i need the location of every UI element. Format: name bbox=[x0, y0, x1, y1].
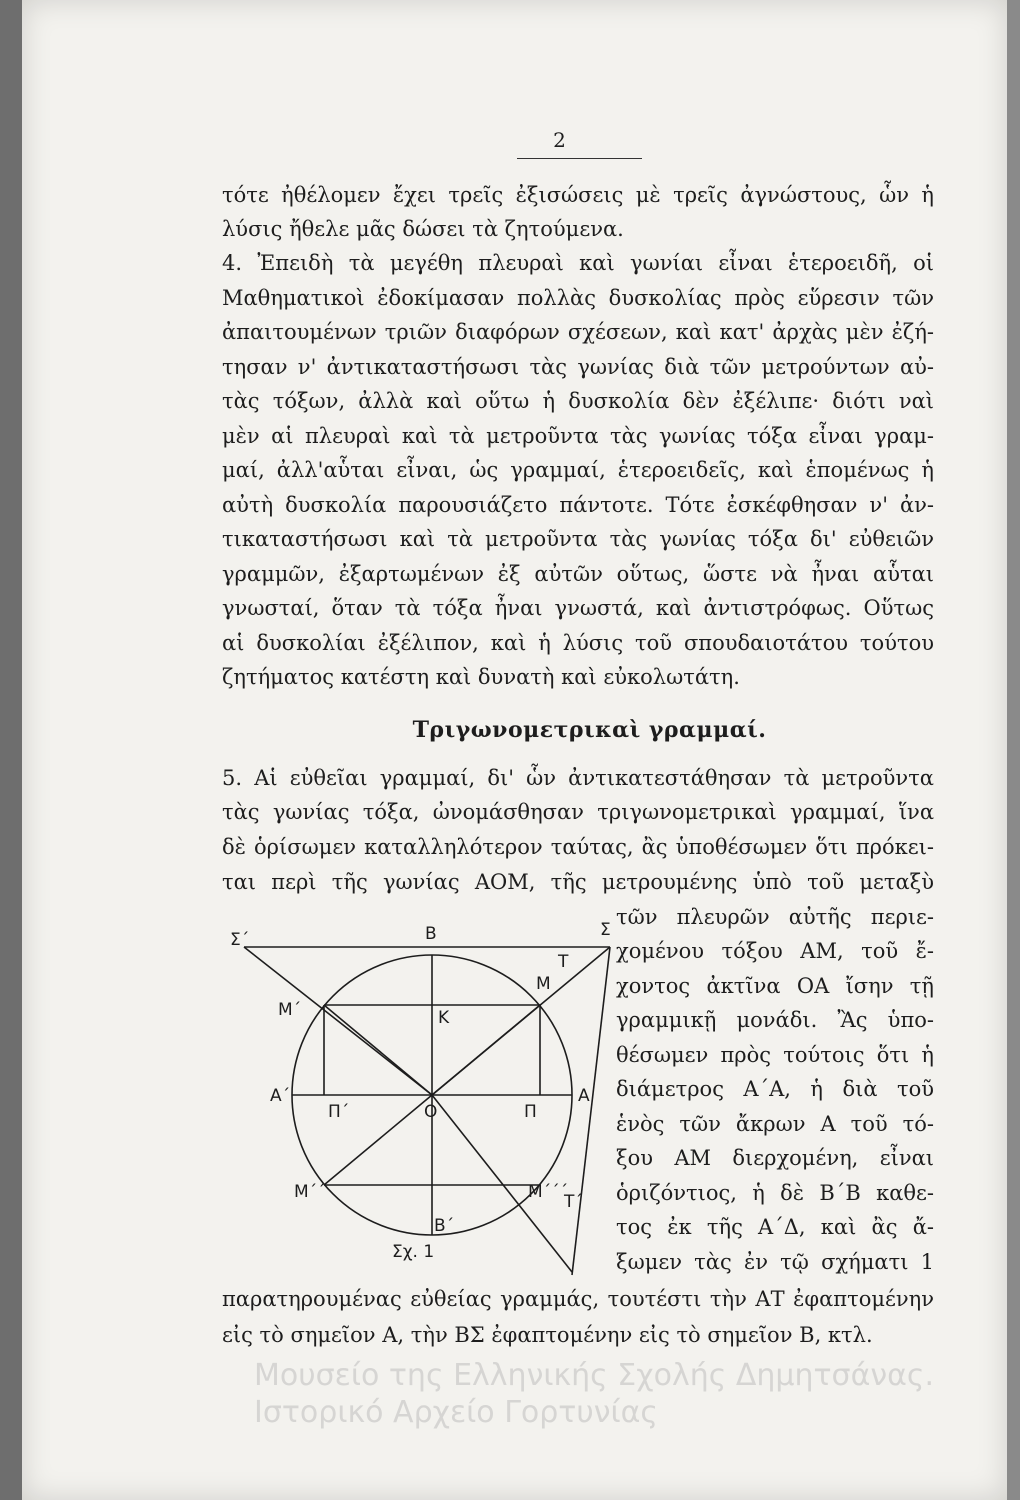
watermark-line-1: Μουσείο της Ελληνικής Σχολής Δημητσάνας. bbox=[254, 1358, 935, 1393]
side-text-line: χοντος ἀκτῖνα ΟΑ ἴσην τῇ bbox=[616, 974, 934, 998]
side-text-line: διάμετρος Α΄Α, ἡ διὰ τοῦ bbox=[616, 1077, 934, 1101]
label-o: Ο bbox=[424, 1102, 438, 1122]
label-m-double: Μ΄΄ bbox=[294, 1182, 326, 1202]
text-line: 5. Αἱ εὐθεῖαι γραμμαί, δι' ὧν ἀντικατεστάθησαν τὰ μετροῦντα bbox=[222, 766, 934, 790]
label-pi-prime: Π΄ bbox=[328, 1102, 350, 1122]
radius-om-prime bbox=[324, 1005, 432, 1095]
label-b: Β bbox=[425, 924, 437, 944]
side-text-line: ὁριζόντιος, ἡ δὲ Β΄Β καθε- bbox=[616, 1181, 934, 1205]
text-line: τικαταστήσωσι καὶ τὰ μετροῦντα τὰς γωνίας τόξα δι' εὐθειῶν bbox=[222, 527, 934, 551]
text-line: μὲν αἱ πλευραὶ καὶ τὰ μετροῦντα τὰς γωνίας τόξα εἶναι γραμ- bbox=[222, 424, 934, 448]
scan-edge bbox=[1007, 0, 1020, 1500]
text-line: αὐτὴ δυσκολία παρουσιάζετο πάντοτε. Τότε ἐσκέφθησαν ν' ἀν- bbox=[222, 493, 934, 517]
text-line: αἱ δυσκολίαι ἐξέλιπον, καὶ ἡ λύσις τοῦ σπουδαιοτάτου τούτου bbox=[222, 631, 934, 655]
text-line: δὲ ὁρίσωμεν καταλληλότερον ταύτας, ἂς ὑποθέσωμεν ὅτι πρόκει- bbox=[222, 835, 934, 859]
section-heading: Τριγωνομετρικαὶ γραμμαί. bbox=[412, 717, 767, 743]
text-line: Μαθηματικοὶ ἐδοκίμασαν πολλὰς δυσκολίας πρὸς εὕρεσιν τῶν bbox=[222, 286, 934, 310]
text-line: ται περὶ τῆς γωνίας ΑΟΜ, τῆς μετρουμένης ὑπὸ τοῦ μεταξὺ bbox=[222, 870, 934, 894]
page bbox=[22, 0, 1007, 1500]
text-line: γραμμῶν, ἐξαρτωμένων ἐξ αὐτῶν οὕτως, ὥστε νὰ ἦναι αὗται bbox=[222, 562, 934, 586]
side-text-line: ξωμεν τὰς ἐν τῷ σχήματι 1 bbox=[616, 1250, 934, 1274]
side-text-line: τος ἐκ τῆς Α΄Δ, καὶ ἂς ἄ- bbox=[616, 1215, 934, 1239]
label-m-triple: Μ΄΄΄ bbox=[528, 1182, 569, 1202]
text-line: παρατηρουμένας εὐθείας γραμμάς, τουτέστι τὴν ΑΤ ἐφαπτομένην bbox=[222, 1287, 934, 1311]
side-text-line: θέσωμεν πρὸς τούτοις ὅτι ἡ bbox=[616, 1043, 934, 1067]
label-k: Κ bbox=[438, 1008, 450, 1028]
side-text-line: τῶν πλευρῶν αὐτῆς περιε- bbox=[616, 905, 934, 929]
label-t: Τ bbox=[558, 952, 569, 972]
label-t-prime: Τ΄ bbox=[564, 1192, 583, 1212]
line-o-sigma-prime bbox=[244, 947, 432, 1095]
text-line: τὰς τόξων, ἀλλὰ καὶ οὕτω ἡ δυσκολία δὲν ἐξέλιπε· διότι ναὶ bbox=[222, 389, 934, 413]
label-m-prime: Μ΄ bbox=[278, 1000, 302, 1020]
text-line: γνωσταί, ὅταν τὰ τόξα ἦναι γνωστά, καὶ ἀντιστρόφως. Οὕτως bbox=[222, 596, 934, 620]
figure-caption: Σχ. 1 bbox=[392, 1242, 435, 1262]
label-pi: Π bbox=[524, 1102, 537, 1122]
label-a-prime: Α΄ bbox=[270, 1086, 291, 1106]
label-m: Μ bbox=[536, 974, 551, 994]
text-line: ζητήματος κατέστη καὶ δυνατὴ καὶ εὐκολωτάτη. bbox=[222, 665, 740, 689]
text-line: ἀπαιτουμένων τριῶν διαφόρων σχέσεων, καὶ κατ' ἀρχὰς μὲν ἐζή- bbox=[222, 320, 934, 344]
side-text-line: γραμμικῇ μονάδι. Ἂς ὑπο- bbox=[616, 1008, 934, 1032]
text-line: τότε ἠθέλομεν ἔχει τρεῖς ἐξισώσεις μὲ τρεῖς ἀγνώστους, ὧν ἡ bbox=[222, 183, 934, 207]
side-text-line: χομένου τόξου ΑΜ, τοῦ ἔ- bbox=[616, 939, 934, 963]
text-line: 4. Ἐπειδὴ τὰ μεγέθη πλευραὶ καὶ γωνίαι εἶναι ἑτεροειδῆ, οἱ bbox=[222, 251, 934, 275]
label-a: Α bbox=[578, 1086, 590, 1106]
tangent-line-at bbox=[572, 947, 610, 1275]
trigonometric-circle-figure bbox=[222, 905, 622, 1290]
label-sigma: Σ bbox=[600, 920, 611, 940]
label-b-prime: Β΄ bbox=[434, 1216, 455, 1236]
text-line: μαί, ἀλλ'αὗται εἶναι, ὡς γραμμαί, ἑτεροειδεῖς, καὶ ἑπομένως ἡ bbox=[222, 458, 934, 482]
label-sigma-prime: Σ΄ bbox=[230, 930, 250, 950]
page-number-rule bbox=[517, 158, 642, 159]
text-line: τὰς γωνίας τόξα, ὠνομάσθησαν τριγωνομετρικαὶ γραμμαί, ἵνα bbox=[222, 800, 934, 824]
side-text-line: ξου ΑΜ διερχομένη, εἶναι bbox=[616, 1146, 934, 1170]
watermark-line-2: Ιστορικό Αρχείο Γορτυνίας bbox=[254, 1395, 659, 1430]
text-line: τησαν ν' ἀντικαταστήσωσι τὰς γωνίας διὰ τῶν μετρούντων αὐ- bbox=[222, 355, 934, 379]
text-line: λύσις ἤθελε μᾶς δώσει τὰ ζητούμενα. bbox=[222, 217, 624, 241]
side-text-line: ἑνὸς τῶν ἄκρων Α τοῦ τό- bbox=[616, 1112, 934, 1136]
text-line: εἰς τὸ σημεῖον Α, τὴν ΒΣ ἐφαπτομένην εἰς τὸ σημεῖον Β, κτλ. bbox=[222, 1323, 873, 1347]
page-number: 2 bbox=[553, 128, 566, 152]
